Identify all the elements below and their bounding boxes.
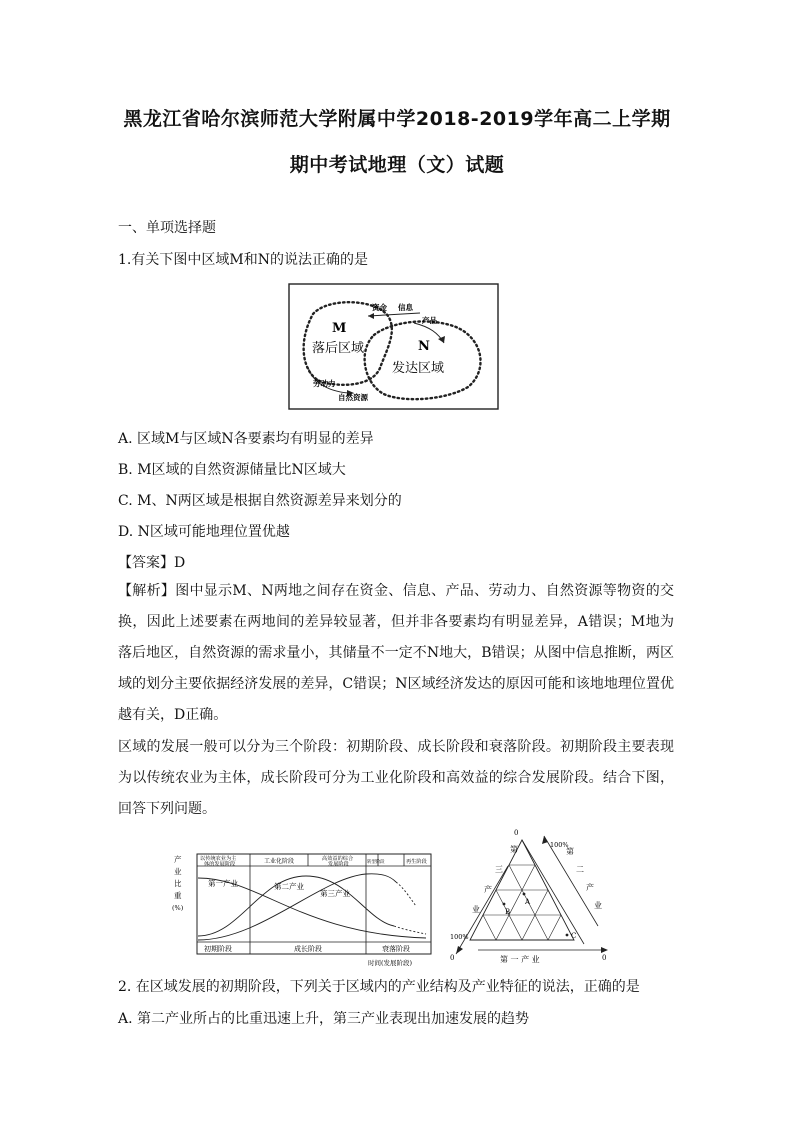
ternary-bottom-right-zero: 0 xyxy=(602,954,607,962)
bottom-label-3: 衰落阶段 xyxy=(382,945,410,953)
left-axis-arrowhead xyxy=(456,946,463,954)
y-label-char-1: 产 xyxy=(174,855,182,864)
q1-answer: 【答案】D xyxy=(118,555,186,571)
point-a-label: A xyxy=(525,898,531,906)
q2-stem: 2. 在区域发展的初期阶段，下列关于区域内的产业结构及产业特征的说法，正确的是 xyxy=(118,979,640,995)
point-a-marker xyxy=(523,893,526,896)
q1-option-c: C. M、N两区域是根据自然资源差异来划分的 xyxy=(118,493,402,509)
right-axis-char-2: 二 xyxy=(576,865,584,874)
flow-product-label: 产品 xyxy=(422,316,437,325)
region-n-letter: N xyxy=(418,339,430,354)
point-c-marker xyxy=(566,934,569,937)
top-label-3a: 高效益的综合 xyxy=(322,856,354,862)
q1-region-figure xyxy=(288,283,500,411)
ternary-top-zero: 0 xyxy=(514,829,519,837)
y-label-char-2: 业 xyxy=(174,867,182,876)
ternary-right-100: 100% xyxy=(550,841,569,849)
doc-title-line-1: 黑龙江省哈尔滨师范大学附属中学2018-2019学年高二上学期 xyxy=(123,108,671,130)
tertiary-industry-curve-projected xyxy=(396,882,416,906)
region-n-name: 发达区域 xyxy=(392,361,445,376)
top-label-2: 工业化阶段 xyxy=(264,858,295,865)
left-axis-char-1: 第 xyxy=(510,845,518,854)
region-intro-paragraph: 区域的发展一般可以分为三个阶段：初期阶段、成长阶段和衰落阶段。初期阶段主要表现为以传统农业为主体，成长阶段可分为工业化阶段和高效益的综合发展阶段。结合下图，回答下列问题。 xyxy=(118,739,674,817)
bottom-label-1: 初期阶段 xyxy=(204,945,232,953)
top-label-4: 转型阶段 xyxy=(367,860,385,865)
region-m-name: 落后区域 xyxy=(312,341,365,356)
q1-option-b: B. M区域的自然资源储量比N区域大 xyxy=(118,462,346,478)
q1-stem: 1.有关下图中区域M和N的说法正确的是 xyxy=(118,252,368,268)
curve-label-tertiary: 第三产业 xyxy=(320,889,350,898)
point-b-marker xyxy=(503,903,506,906)
flow-info-label: 信息 xyxy=(398,303,413,312)
ternary-industry-chart xyxy=(448,826,618,966)
q1-analysis: 【解析】图中显示M、N两地之间存在资金、信息、产品、劳动力、自然资源等物资的交换，因此上述要素在两地间的差异较显著，但并非各要素均有明显差异，A错误；M地为落后地区，自然资源的需求量小，其储量不一定不N地大，B错误；从图中信息推断，两区域的划分主要依据经济发展的差异，C错误；N区域经济发达的原因可能和该地地理位置优越有关，D正确。 xyxy=(118,583,674,723)
left-axis-char-2: 三 xyxy=(495,865,503,874)
top-label-1b: 体的发展阶段 xyxy=(204,861,236,868)
section-heading: 一、单项选择题 xyxy=(118,220,216,236)
ternary-bottom-left-zero: 0 xyxy=(450,954,455,962)
q2-option-a: A. 第二产业所占的比重迅速上升，第三产业表现出加速发展的趋势 xyxy=(118,1011,530,1027)
top-label-5: 再生阶段 xyxy=(406,859,427,865)
y-label-char-3: 比 xyxy=(174,879,182,888)
region-m-letter: M xyxy=(332,321,347,336)
stage-chart-frame xyxy=(197,854,431,954)
left-axis-char-3: 产 xyxy=(484,885,492,894)
right-axis-char-1: 第 xyxy=(566,847,574,856)
ternary-left-100: 100% xyxy=(450,933,469,941)
left-axis-char-4: 业 xyxy=(472,905,480,914)
flow-resources-label: 自然资源 xyxy=(338,393,368,402)
right-axis-char-3: 产 xyxy=(586,883,594,892)
bottom-axis-arrowhead xyxy=(601,947,608,953)
curve-label-secondary: 第二产业 xyxy=(274,882,304,891)
secondary-industry-curve-projected xyxy=(394,926,426,934)
y-label-char-4: 重 xyxy=(174,891,182,900)
doc-title-line-2: 期中考试地理（文）试题 xyxy=(289,154,505,176)
point-b-label: B xyxy=(505,908,511,916)
flow-capital-label: 资金 xyxy=(372,303,387,312)
bottom-axis-label: 第 一 产 业 xyxy=(500,955,540,964)
point-c-label: C xyxy=(571,932,577,940)
flow-labor-label: 劳动力 xyxy=(313,379,336,388)
right-axis-char-4: 业 xyxy=(594,901,602,910)
top-label-3b: 发展阶段 xyxy=(328,861,349,868)
y-label-unit: (%) xyxy=(172,904,184,912)
right-axis-arrow-line xyxy=(522,840,584,944)
bottom-label-2: 成长阶段 xyxy=(294,945,322,953)
q1-option-d: D. N区域可能地理位置优越 xyxy=(118,524,290,540)
q1-option-a: A. 区域M与区域N各要素均有明显的差异 xyxy=(118,431,374,447)
top-label-1a: 以传统农业为主 xyxy=(200,856,237,862)
industry-stage-chart xyxy=(170,846,438,970)
x-axis-label: 时间(发展阶段) xyxy=(368,959,413,967)
curve-label-primary: 第一产业 xyxy=(208,879,238,888)
